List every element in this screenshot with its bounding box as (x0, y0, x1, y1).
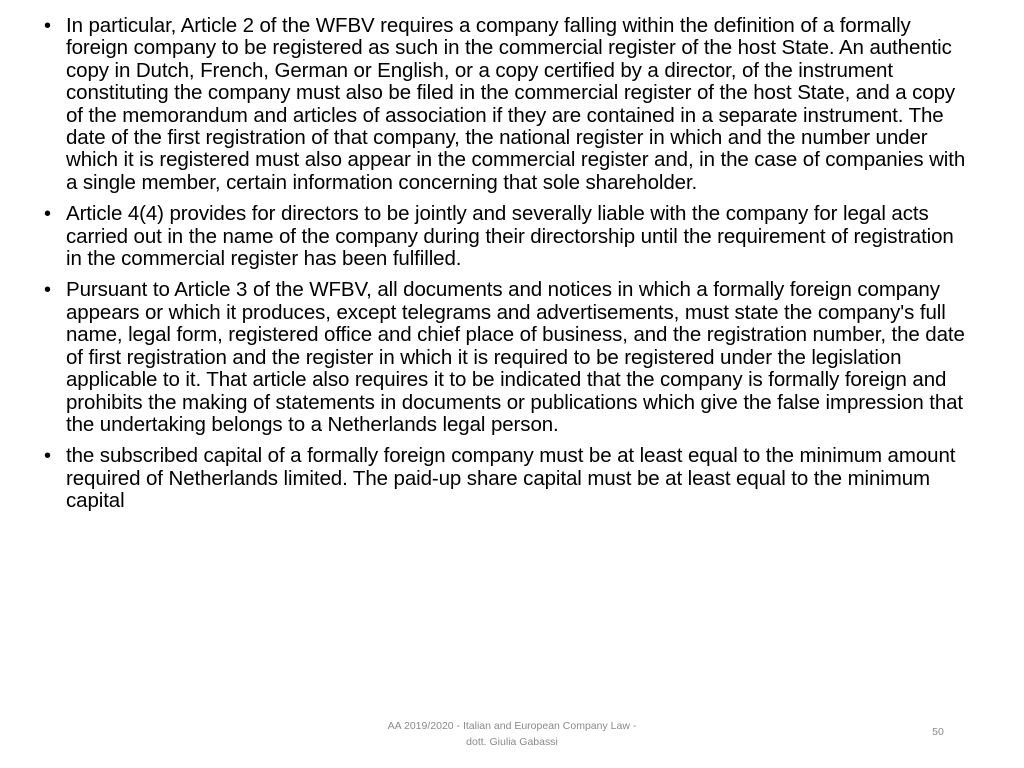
bullet-list (44, 15, 969, 522)
page-number: 50 (932, 726, 944, 738)
footer-text (362, 718, 662, 750)
bullet-item (44, 203, 969, 270)
bullet-marker: • (44, 445, 51, 468)
bullet-marker: • (44, 15, 51, 37)
bullet-item (44, 15, 969, 194)
bullet-text: Pursuant to Article 3 of the WFBV, all documents and notices in which a formally foreign company appears or which it produces, except telegrams and advertisements, must state the company's full name, legal form, registered office and chief place of business, and the registration number, the date of first registration and the register in which it is required to be registered under the legislation applicable to it. That article also requires it to be indicated that the company is formally foreign and prohibits the making of statements in documents or publications which give the false impression that the undertaking belongs to a Netherlands legal person. (66, 278, 965, 436)
bullet-item (44, 445, 969, 512)
bullet-text: the subscribed capital of a formally foreign company must be at least equal to the minimum amount required of Netherlands limited. The paid-up share capital must be at least equal to the minimum capital (66, 444, 956, 513)
bullet-marker: • (44, 279, 51, 302)
footer-author-line: dott. Giulia Gabassi (466, 736, 558, 748)
bullet-text: Article 4(4) provides for directors to be jointly and severally liable with the company for legal acts carried out in the name of the company during their directorship until the requirement of registration in the commercial register has been fulfilled. (66, 202, 954, 271)
bullet-item (44, 279, 969, 436)
footer-course-line: AA 2019/2020 - Italian and European Company Law - (387, 720, 637, 732)
bullet-text: In particular, Article 2 of the WFBV requires a company falling within the definition of a formally foreign company to be registered as such in the commercial register of the host State. An authentic copy in Dutch, French, German or English, or a copy certified by a director, of the instrument constituting the company must also be filed in the commercial register of the host State, and a copy of the memorandum and articles of association if they are contained in a separate instrument. The date of the first registration of that company, the national register in which and the number under which it is registered must also appear in the commercial register and, in the case of companies with a single member, certain information concerning that sole shareholder. (66, 14, 966, 194)
bullet-marker: • (44, 203, 51, 226)
